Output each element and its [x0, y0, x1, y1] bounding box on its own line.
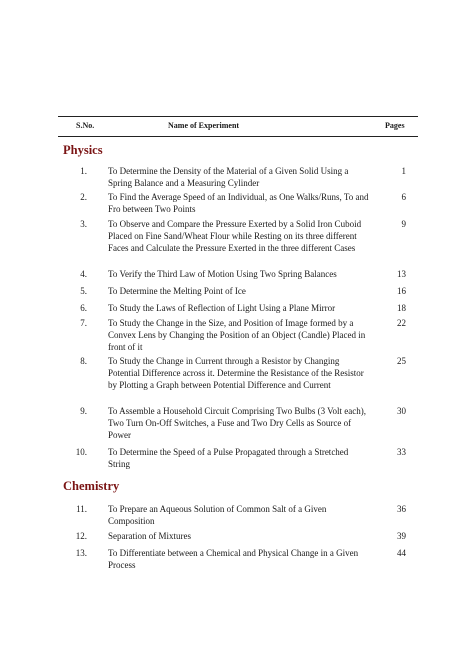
item-number: 3.	[80, 219, 87, 229]
item-number: 6.	[80, 303, 87, 313]
item-page: 36	[397, 504, 406, 514]
item-title: To Differentiate between a Chemical and Physical Change in a Given Process	[108, 548, 359, 570]
item-page: 25	[397, 356, 406, 366]
item-title: To Find the Average Speed of an Individual, as One Walks/Runs, To and Fro between Two Points	[108, 192, 369, 214]
item-page: 16	[397, 286, 406, 296]
item-page: 30	[397, 406, 406, 416]
item-page: 22	[397, 318, 406, 328]
header-pages: Pages	[385, 121, 405, 130]
item-title: To Observe and Compare the Pressure Exerted by a Solid Iron Cuboid Placed on Fine Sand/Wheat Flour while Resting on its three different Faces and Calculate the Pressure Exerted in the three different Cases	[108, 219, 362, 253]
item-title: To Determine the Speed of a Pulse Propagated through a Stretched String	[108, 447, 349, 469]
item-number: 12.	[75, 531, 87, 541]
item-title: To Study the Change in Current through a Resistor by Changing Potential Difference across it. Determine the Resistance of the Resistor by Plotting a Graph between Potential Difference and Current	[108, 356, 364, 390]
item-title: To Assemble a Household Circuit Comprising Two Bulbs (3 Volt each), Two Turn On-Off Switches, a Fuse and Two Dry Cells as Source of Power	[108, 406, 366, 440]
item-number: 5.	[80, 286, 87, 296]
header-sno: S.No.	[76, 121, 95, 130]
item-title: To Verify the Third Law of Motion Using Two Spring Balances	[108, 269, 337, 279]
item-page: 1	[401, 166, 406, 176]
section-chemistry-title: Chemistry	[63, 479, 120, 493]
item-page: 44	[397, 548, 406, 558]
item-page: 18	[397, 303, 406, 313]
item-page: 6	[401, 192, 406, 202]
item-number: 1.	[80, 166, 87, 176]
item-title: To Determine the Melting Point of Ice	[108, 286, 246, 296]
item-number: 4.	[80, 269, 87, 279]
item-number: 13.	[75, 548, 87, 558]
item-number: 11.	[76, 504, 87, 514]
item-title: Separation of Mixtures	[108, 531, 191, 541]
item-page: 39	[397, 531, 406, 541]
item-number: 9.	[80, 406, 87, 416]
item-page: 9	[401, 219, 406, 229]
item-number: 7.	[80, 318, 87, 328]
item-title: To Prepare an Aqueous Solution of Common Salt of a Given Composition	[108, 504, 327, 526]
item-number: 10.	[75, 447, 87, 457]
header-rule	[58, 136, 418, 137]
item-page: 13	[397, 269, 406, 279]
item-page: 33	[397, 447, 406, 457]
item-title: To Determine the Density of the Material of a Given Solid Using a Spring Balance and a Measuring Cylinder	[108, 166, 349, 188]
item-title: To Study the Laws of Reflection of Light Using a Plane Mirror	[108, 303, 336, 313]
item-title: To Study the Change in the Size, and Position of Image formed by a Convex Lens by Changing the Position of an Object (Candle) Placed in front of it	[108, 318, 366, 352]
header-name: Name of Experiment	[168, 121, 240, 130]
item-number: 2.	[80, 192, 87, 202]
section-physics-title: Physics	[63, 143, 103, 157]
top-rule	[58, 116, 418, 117]
item-number: 8.	[80, 356, 87, 366]
